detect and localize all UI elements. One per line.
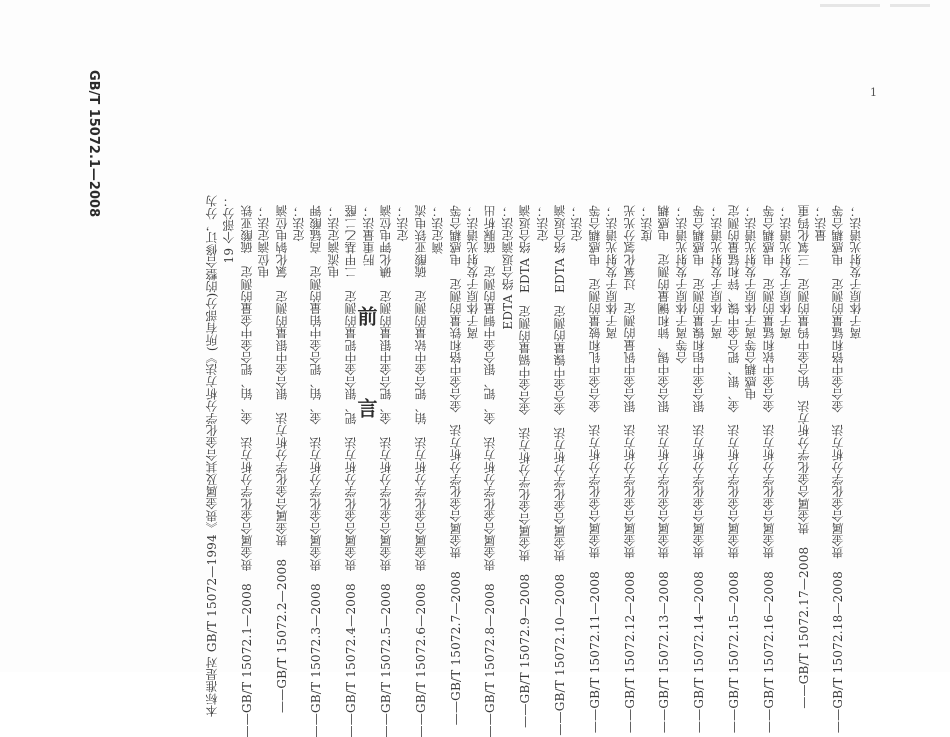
- page-number: 1: [870, 86, 877, 99]
- part-entry-line: ——GB/T 15072.17—2008 贵金属合金化学分析方法 铂合金中钨量的测定 三氧化钨重: [796, 205, 811, 709]
- part-entry-line: ——GB/T 15072.1—2008 贵金属合金化学分析方法 金、铂、钯合金中金量的测定 硫酸亚铁: [239, 205, 254, 737]
- intro-line: 19 个部分：: [222, 195, 237, 264]
- part-entry-continuation: 离子体原子发射光谱法；: [709, 205, 724, 340]
- part-entry-continuation: 度法；: [640, 205, 654, 242]
- part-entry-continuation: 定法；: [396, 205, 411, 242]
- part-entry-continuation: 离子体原子发射光谱法；: [466, 205, 480, 340]
- part-entry-continuation: EDTA 络合返滴定法；: [500, 205, 515, 330]
- part-entry-line: ——GB/T 15072.9—2008 贵金属合金化学分析方法 金合金中镉量的测定 EDTA 络合返滴: [518, 205, 533, 728]
- part-entry-line: ——GB/T 15072.7—2008 贵金属合金化学分析方法 金合金中铬和铁量的测定 电感耦合等: [448, 205, 463, 726]
- part-entry-line: ——GB/T 15072.12—2008 贵金属合金化学分析方法 银合金中钒量的测定 过氧化氢分光光: [622, 205, 637, 734]
- part-entry-line: ——GB/T 15072.2—2008 贵金属合金化学分析方法 银合金中银量的测定 氯化钠电位滴: [274, 205, 289, 714]
- intro-line: 本标准是对 GB/T 15072—1994《贵金属及其合金化学分析方法》(所有部分)的整合修订，分为: [205, 195, 219, 718]
- part-entry-continuation: 离子体原子发射光谱法；: [848, 205, 863, 340]
- part-entry-continuation: 定法；: [292, 205, 306, 242]
- part-entry-line: ——GB/T 15072.14—2008 贵金属合金化学分析方法 银合金中铝和镍量的测定 电感耦合等: [692, 205, 707, 734]
- section-heading: 前 言: [354, 306, 378, 444]
- part-entry-line: ——GB/T 15072.4—2008 贵金属合金化学分析方法 钯、银合金中钯量的测定 二甲基乙二醛: [344, 205, 359, 737]
- part-entry-continuation: 电位滴定法；: [257, 205, 272, 279]
- part-entry-continuation: 离子体原子发射光谱法；: [605, 205, 620, 340]
- part-entry-continuation: 合等离子体原子发射光谱法；: [674, 205, 689, 364]
- part-entry-line: ——GB/T 15072.5—2008 贵金属合金化学分析方法 金、钯合金中银量的测定 碘化钾电位滴: [379, 205, 393, 737]
- part-entry-line: ——GB/T 15072.11—2008 贵金属合金化学分析方法 金合金中钆和铍量的测定 电感耦合等: [587, 205, 602, 734]
- part-entry-continuation: 定法；: [535, 205, 550, 242]
- part-entry-continuation: 电感耦合等离子体原子发射光谱法；: [744, 205, 759, 401]
- part-entry-line: ——GB/T 15072.15—2008 贵金属合金化学分析方法 金、银、钯合金中镍、锌和锰量的测定: [727, 205, 741, 734]
- part-entry-line: ——GB/T 15072.10—2008 贵金属合金化学分析方法 金合金中镍量的测定 EDTA 络合返滴: [553, 205, 567, 736]
- part-entry-continuation: 肟重量法；: [361, 205, 376, 266]
- part-entry-continuation: 离子体原子发射光谱法；: [779, 205, 794, 340]
- part-entry-line: ——GB/T 15072.8—2008 贵金属合金化学分析方法 金、钯、银合金中铜量的测定 硫脲析出: [483, 205, 498, 737]
- scan-edge-mark: [890, 4, 930, 7]
- part-entry-continuation: 电流滴定法；: [326, 205, 341, 279]
- document-code: GB/T 15072.1—2008: [86, 70, 101, 218]
- part-entry-continuation: 滴定法；: [431, 205, 446, 254]
- part-entry-line: ——GB/T 15072.3—2008 贵金属合金化学分析方法 金、铂、钯合金中铂量的测定 高锰酸钾: [309, 205, 324, 737]
- part-entry-line: ——GB/T 15072.16—2008 贵金属合金化学分析方法 金合金中铱和锰量的测定 电感耦合等: [761, 205, 776, 734]
- scan-edge-mark: [820, 4, 880, 7]
- part-entry-continuation: 定法；: [570, 205, 585, 242]
- part-entry-line: ——GB/T 15072.6—2008 贵金属合金化学分析方法 铂、钯合金中铱量的测定 硫酸亚铁电流: [413, 205, 428, 737]
- part-entry-continuation: 量法；: [814, 205, 828, 242]
- part-entry-line: ——GB/T 15072.18—2008 贵金属合金化学分析方法 金合金中铬和锰量的测定 电感耦合等: [831, 205, 846, 734]
- part-entry-line: ——GB/T 15072.13—2008 贵金属合金化学分析方法 银合金中锡、铈和镧量的测定 电感耦: [657, 205, 672, 734]
